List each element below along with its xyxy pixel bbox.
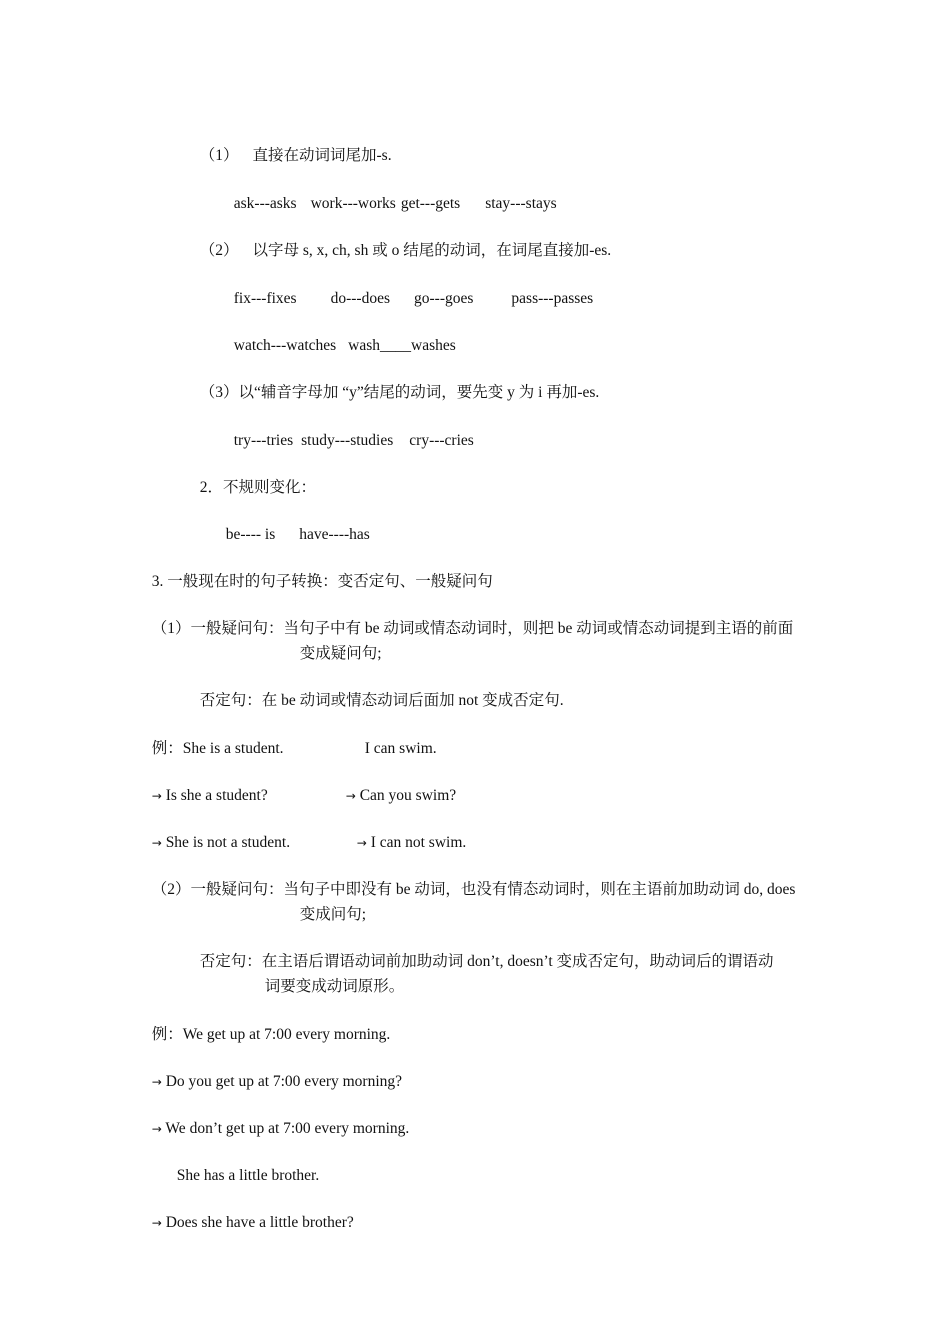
arrow-icon: →: [151, 1122, 162, 1136]
example-study: study---studies: [301, 432, 394, 449]
q1-rule-line1: （1）一般疑问句：当句子中有 be 动词或情态动词时，则把 be 动词或情态动词提到主语的前面: [151, 620, 794, 637]
rule1-line: [192, 126, 392, 166]
q2-rule-line2: 变成问句;: [299, 906, 367, 923]
example-go: go---goes: [414, 290, 474, 307]
rule3-examples: [226, 411, 474, 451]
irregular-examples: [218, 505, 370, 545]
section3-heading: 3. 一般现在时的句子转换：变否定句、一般疑问句: [151, 573, 493, 590]
rule3-line: [192, 363, 599, 403]
q2-negative-rule-line1: 否定句：在主语后谓语动词前加助动词 don’t, doesn’t 变成否定句，助动词后的谓语动: [199, 953, 774, 970]
example2-question-a: → Do you get up at 7:00 every morning?: [151, 1073, 403, 1090]
example-try: try---tries: [233, 432, 294, 449]
arrow-icon: →: [151, 836, 162, 850]
example1-negative-b: → I can not swim.: [356, 834, 467, 851]
example2-negative-a: → We don’t get up at 7:00 every morning.: [151, 1120, 410, 1137]
rule2-examples-2: [226, 316, 456, 356]
example-have: have----has: [299, 526, 370, 543]
example-do: do---does: [330, 290, 390, 307]
rule3-text: （3）以“辅音字母加 “y”结尾的动词，要先变 y 为 i 再加-es.: [199, 384, 600, 401]
example-pass: pass---passes: [511, 290, 594, 307]
example1-sentence-b: I can swim.: [364, 740, 437, 757]
example-stay: stay---stays: [485, 195, 557, 212]
example2-question-b: → Does she have a little brother?: [151, 1214, 354, 1231]
example-wash: wash____washes: [348, 337, 456, 354]
rule1-text: 直接在动词词尾加-s.: [252, 147, 392, 164]
q1-negative-rule: 否定句：在 be 动词或情态动词后面加 not 变成否定句.: [199, 692, 564, 709]
rule2-examples: [226, 269, 593, 309]
arrow-icon: →: [151, 1075, 162, 1089]
example-cry: cry---cries: [409, 432, 474, 449]
q2-negative-rule-line2: 词要变成动词原形。: [264, 978, 405, 995]
example-label: 例：: [151, 740, 183, 757]
arrow-icon: →: [151, 1216, 162, 1230]
example2-sentence-b: She has a little brother.: [176, 1167, 320, 1184]
example2-sentence-a: 例：We get up at 7:00 every morning.: [151, 1026, 391, 1043]
example-work: work---works: [310, 195, 396, 212]
example-be: be---- is: [225, 526, 276, 543]
rule2-number: （2）: [199, 242, 239, 259]
example-label: 例：: [151, 1026, 183, 1043]
example1-question-b: → Can you swim?: [345, 787, 457, 804]
example1-negative-a: → She is not a student.: [151, 834, 291, 851]
example-watch: watch---watches: [233, 337, 337, 354]
q1-rule-line2: 变成疑问句;: [299, 645, 382, 662]
rule1-number: （1）: [199, 147, 239, 164]
rule1-examples: [226, 174, 557, 214]
arrow-icon: →: [151, 789, 162, 803]
example1-sentences: [144, 719, 284, 759]
rule2-text: 以字母 s, x, ch, sh 或 o 结尾的动词，在词尾直接加-es.: [252, 242, 612, 259]
q2-rule-line1: （2）一般疑问句：当句子中即没有 be 动词，也没有情态动词时，则在主语前加助动词 do, does: [151, 881, 796, 898]
example-ask: ask---asks: [233, 195, 297, 212]
rule2-line: [192, 221, 611, 261]
arrow-icon: →: [356, 836, 367, 850]
example-get: get---gets: [400, 195, 461, 212]
irregular-heading: 2．不规则变化：: [199, 479, 317, 496]
example1-sentence-a: She is a student.: [182, 740, 284, 757]
example1-question-a: → Is she a student?: [151, 787, 268, 804]
example-fix: fix---fixes: [233, 290, 297, 307]
arrow-icon: →: [345, 789, 356, 803]
